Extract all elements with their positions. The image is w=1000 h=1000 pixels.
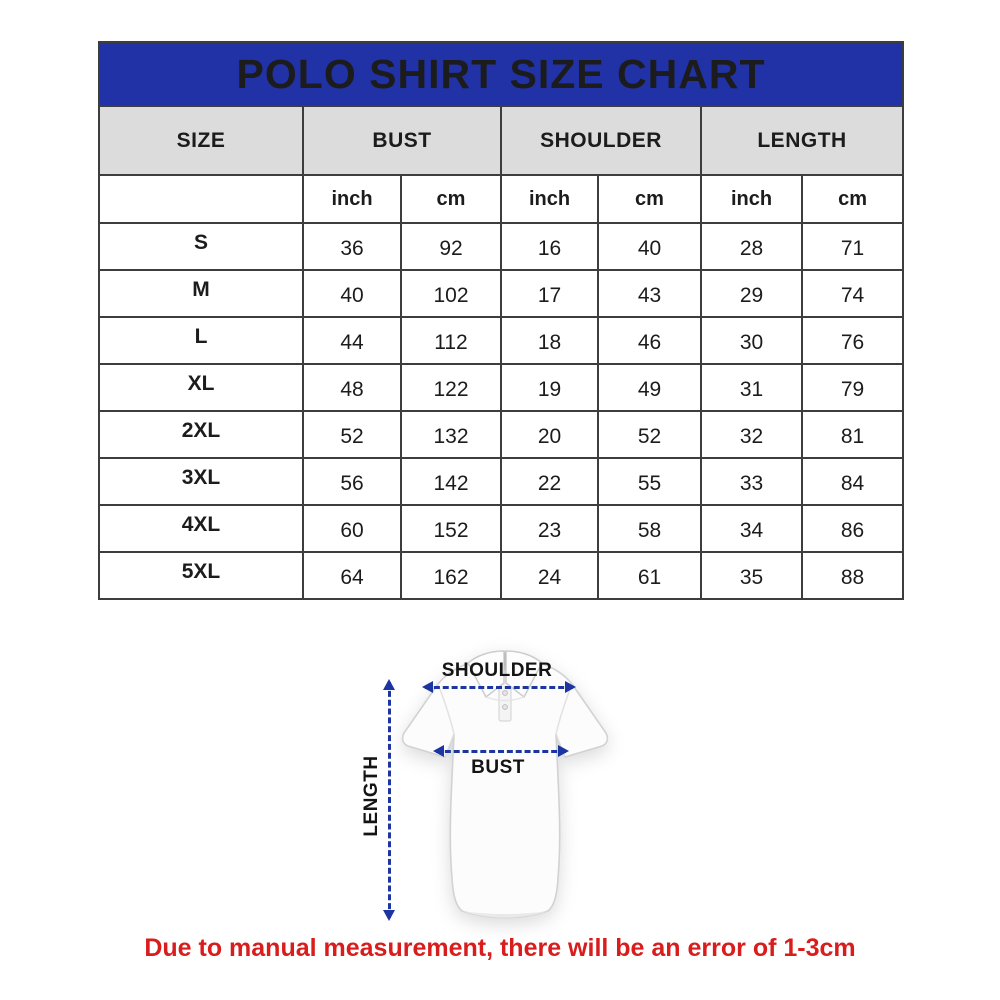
measurement-value: 46 (598, 317, 701, 364)
size-label: 2XL (99, 411, 303, 458)
measurement-diagram (340, 640, 670, 950)
size-label: XL (99, 364, 303, 411)
unit-header-row (99, 175, 903, 223)
table-row (99, 223, 903, 270)
measurement-value: 52 (598, 411, 701, 458)
measurement-value: 43 (598, 270, 701, 317)
size-table-body (99, 223, 903, 599)
chart-title: POLO SHIRT SIZE CHART (99, 42, 903, 106)
unit-header-shoulder-inch: inch (501, 175, 598, 223)
measurement-value: 17 (501, 270, 598, 317)
measurement-value: 102 (401, 270, 501, 317)
table-row (99, 317, 903, 364)
measurement-value: 24 (501, 552, 598, 599)
title-row (99, 42, 903, 106)
size-label: S (99, 223, 303, 270)
measurement-value: 60 (303, 505, 401, 552)
shoulder-arrow-icon (425, 686, 573, 689)
measurement-value: 44 (303, 317, 401, 364)
measurement-value: 40 (598, 223, 701, 270)
measurement-error-note: Due to manual measurement, there will be an error of 1-3cm (144, 934, 856, 962)
measurement-value: 29 (701, 270, 802, 317)
unit-header-bust-cm: cm (401, 175, 501, 223)
measurement-value: 20 (501, 411, 598, 458)
size-label: 5XL (99, 552, 303, 599)
measurement-value: 76 (802, 317, 903, 364)
measurement-value: 18 (501, 317, 598, 364)
bust-dimension-label: BUST (471, 757, 525, 778)
table-row (99, 411, 903, 458)
measurement-value: 162 (401, 552, 501, 599)
measurement-value: 35 (701, 552, 802, 599)
measurement-value: 52 (303, 411, 401, 458)
measurement-value: 36 (303, 223, 401, 270)
measurement-value: 88 (802, 552, 903, 599)
measurement-value: 55 (598, 458, 701, 505)
measurement-value: 142 (401, 458, 501, 505)
bust-arrow-icon (436, 750, 566, 753)
size-label: 3XL (99, 458, 303, 505)
unit-header-shoulder-cm: cm (598, 175, 701, 223)
length-arrow-icon (388, 682, 391, 918)
length-dimension-label: LENGTH (361, 755, 382, 837)
group-header-row (99, 106, 903, 175)
size-label: 4XL (99, 505, 303, 552)
measurement-value: 32 (701, 411, 802, 458)
measurement-value: 112 (401, 317, 501, 364)
size-label: L (99, 317, 303, 364)
table-row (99, 364, 903, 411)
measurement-value: 79 (802, 364, 903, 411)
measurement-value: 16 (501, 223, 598, 270)
measurement-value: 33 (701, 458, 802, 505)
measurement-value: 19 (501, 364, 598, 411)
measurement-value: 58 (598, 505, 701, 552)
measurement-value: 61 (598, 552, 701, 599)
measurement-value: 74 (802, 270, 903, 317)
column-header-bust: BUST (303, 106, 501, 175)
table-row (99, 458, 903, 505)
measurement-value: 30 (701, 317, 802, 364)
measurement-value: 122 (401, 364, 501, 411)
unit-header-bust-inch: inch (303, 175, 401, 223)
measurement-value: 56 (303, 458, 401, 505)
table-row (99, 270, 903, 317)
measurement-value: 49 (598, 364, 701, 411)
measurement-value: 34 (701, 505, 802, 552)
measurement-value: 86 (802, 505, 903, 552)
shoulder-dimension-label: SHOULDER (441, 660, 553, 681)
measurement-value: 81 (802, 411, 903, 458)
size-label: M (99, 270, 303, 317)
measurement-value: 40 (303, 270, 401, 317)
size-chart-table (98, 41, 904, 600)
measurement-value: 31 (701, 364, 802, 411)
measurement-value: 71 (802, 223, 903, 270)
unit-header-blank (99, 175, 303, 223)
measurement-value: 152 (401, 505, 501, 552)
column-header-length: LENGTH (701, 106, 903, 175)
measurement-value: 132 (401, 411, 501, 458)
measurement-value: 92 (401, 223, 501, 270)
table-row (99, 505, 903, 552)
table-row (99, 552, 903, 599)
unit-header-length-inch: inch (701, 175, 802, 223)
unit-header-length-cm: cm (802, 175, 903, 223)
measurement-value: 23 (501, 505, 598, 552)
size-table-head (99, 42, 903, 223)
measurement-value: 48 (303, 364, 401, 411)
measurement-value: 84 (802, 458, 903, 505)
measurement-value: 22 (501, 458, 598, 505)
measurement-value: 64 (303, 552, 401, 599)
column-header-size: SIZE (99, 106, 303, 175)
column-header-shoulder: SHOULDER (501, 106, 701, 175)
measurement-value: 28 (701, 223, 802, 270)
